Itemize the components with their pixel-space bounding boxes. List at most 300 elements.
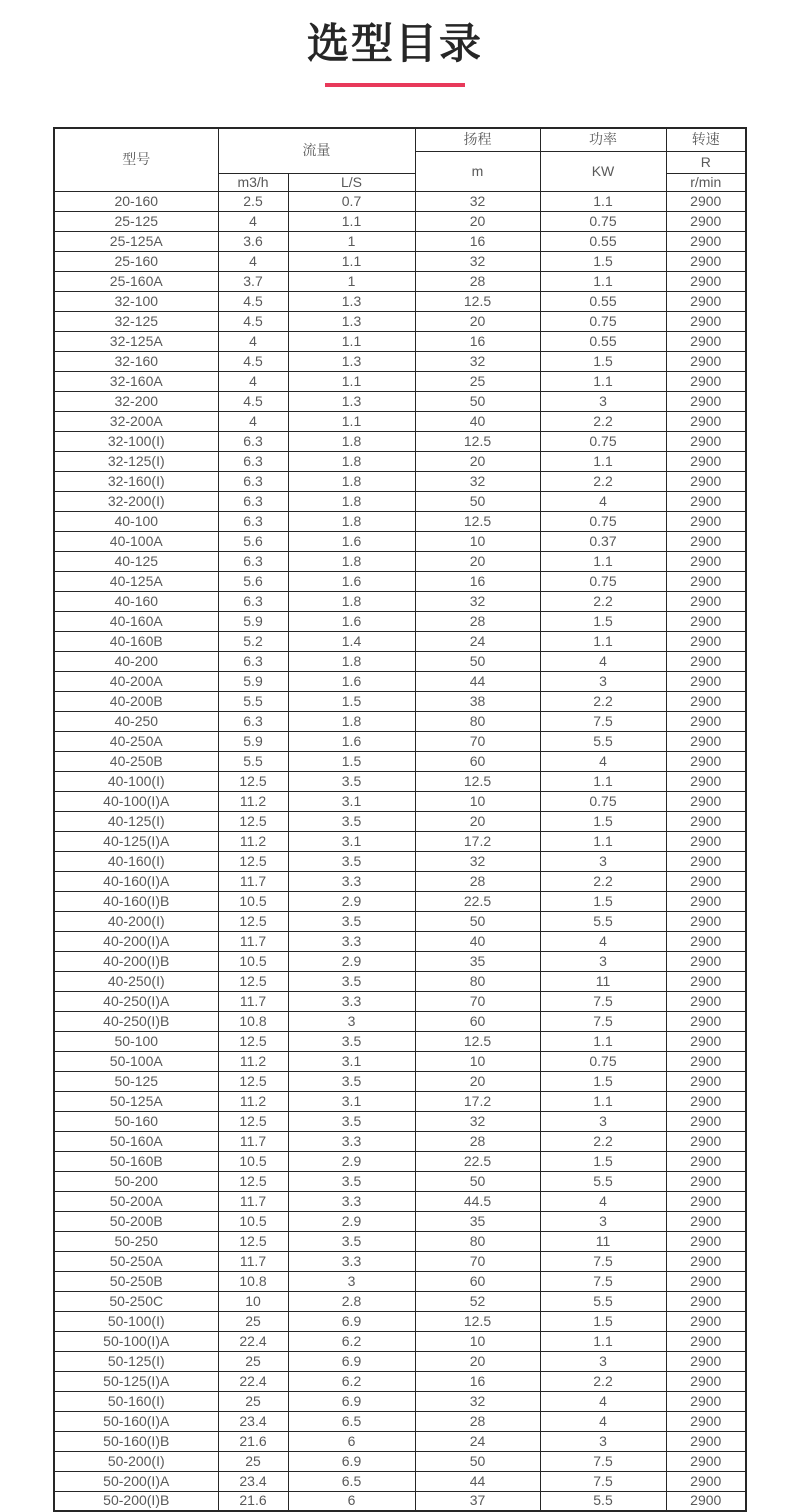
table-row — [54, 1371, 746, 1391]
cell-flow-m3h: 10.5 — [218, 1211, 288, 1231]
cell-head-m: 60 — [415, 751, 540, 771]
table-row — [54, 1111, 746, 1131]
table-row — [54, 951, 746, 971]
cell-speed-rpm: 2900 — [666, 971, 746, 991]
cell-head-m: 44 — [415, 671, 540, 691]
cell-flow-ls: 3.3 — [288, 1191, 415, 1211]
cell-model: 32-160(I) — [54, 471, 218, 491]
cell-flow-ls: 1.1 — [288, 211, 415, 231]
cell-head-m: 32 — [415, 251, 540, 271]
cell-model: 40-250 — [54, 711, 218, 731]
cell-flow-m3h: 12.5 — [218, 771, 288, 791]
cell-flow-m3h: 6.3 — [218, 591, 288, 611]
cell-power-kw: 1.5 — [540, 1311, 666, 1331]
cell-head-m: 10 — [415, 791, 540, 811]
cell-model: 50-160(I) — [54, 1391, 218, 1411]
cell-power-kw: 0.75 — [540, 311, 666, 331]
cell-model: 50-250C — [54, 1291, 218, 1311]
cell-power-kw: 3 — [540, 1351, 666, 1371]
cell-model: 25-125 — [54, 211, 218, 231]
table-row — [54, 1271, 746, 1291]
table-row — [54, 1291, 746, 1311]
cell-power-kw: 2.2 — [540, 1371, 666, 1391]
cell-flow-ls: 3.5 — [288, 911, 415, 931]
cell-model: 40-100(I) — [54, 771, 218, 791]
cell-flow-m3h: 12.5 — [218, 1231, 288, 1251]
table-row — [54, 891, 746, 911]
cell-power-kw: 1.1 — [540, 1091, 666, 1111]
cell-flow-ls: 6 — [288, 1491, 415, 1511]
cell-speed-rpm: 2900 — [666, 1311, 746, 1331]
cell-speed-rpm: 2900 — [666, 1331, 746, 1351]
header-flow: 流量 — [218, 128, 415, 173]
cell-model: 40-125 — [54, 551, 218, 571]
cell-flow-m3h: 2.5 — [218, 191, 288, 211]
cell-speed-rpm: 2900 — [666, 991, 746, 1011]
cell-power-kw: 1.1 — [540, 451, 666, 471]
cell-power-kw: 0.55 — [540, 331, 666, 351]
cell-head-m: 70 — [415, 991, 540, 1011]
cell-flow-ls: 2.9 — [288, 891, 415, 911]
table-row — [54, 1191, 746, 1211]
cell-speed-rpm: 2900 — [666, 1231, 746, 1251]
cell-flow-m3h: 5.5 — [218, 691, 288, 711]
cell-flow-ls: 1.6 — [288, 671, 415, 691]
cell-flow-m3h: 6.3 — [218, 711, 288, 731]
cell-head-m: 20 — [415, 451, 540, 471]
cell-model: 32-100 — [54, 291, 218, 311]
cell-flow-m3h: 6.3 — [218, 511, 288, 531]
cell-power-kw: 0.75 — [540, 211, 666, 231]
table-row — [54, 1131, 746, 1151]
cell-flow-ls: 3.5 — [288, 971, 415, 991]
cell-flow-ls: 3.5 — [288, 851, 415, 871]
table-row — [54, 1351, 746, 1371]
cell-speed-rpm: 2900 — [666, 611, 746, 631]
cell-flow-ls: 6.5 — [288, 1471, 415, 1491]
cell-flow-m3h: 10.8 — [218, 1271, 288, 1291]
cell-power-kw: 11 — [540, 971, 666, 991]
cell-model: 40-250B — [54, 751, 218, 771]
cell-flow-ls: 6.9 — [288, 1351, 415, 1371]
cell-power-kw: 1.5 — [540, 1151, 666, 1171]
cell-flow-ls: 1.3 — [288, 291, 415, 311]
selection-table — [53, 127, 747, 1512]
cell-flow-m3h: 6.3 — [218, 651, 288, 671]
table-row — [54, 411, 746, 431]
table-row — [54, 591, 746, 611]
cell-power-kw: 4 — [540, 651, 666, 671]
cell-power-kw: 4 — [540, 1391, 666, 1411]
table-row — [54, 311, 746, 331]
table-row — [54, 931, 746, 951]
cell-flow-m3h: 4.5 — [218, 351, 288, 371]
cell-flow-m3h: 12.5 — [218, 851, 288, 871]
cell-speed-rpm: 2900 — [666, 651, 746, 671]
cell-flow-ls: 1.6 — [288, 611, 415, 631]
table-row — [54, 251, 746, 271]
cell-power-kw: 7.5 — [540, 1011, 666, 1031]
cell-model: 50-125(I) — [54, 1351, 218, 1371]
cell-flow-m3h: 4.5 — [218, 291, 288, 311]
cell-head-m: 32 — [415, 591, 540, 611]
cell-power-kw: 11 — [540, 1231, 666, 1251]
cell-flow-m3h: 22.4 — [218, 1371, 288, 1391]
cell-speed-rpm: 2900 — [666, 1211, 746, 1231]
cell-head-m: 16 — [415, 571, 540, 591]
cell-flow-ls: 1.1 — [288, 371, 415, 391]
table-row — [54, 871, 746, 891]
cell-speed-rpm: 2900 — [666, 211, 746, 231]
cell-head-m: 32 — [415, 1111, 540, 1131]
cell-head-m: 80 — [415, 711, 540, 731]
cell-flow-m3h: 3.6 — [218, 231, 288, 251]
cell-flow-ls: 3.5 — [288, 1071, 415, 1091]
cell-flow-ls: 0.7 — [288, 191, 415, 211]
cell-power-kw: 1.1 — [540, 191, 666, 211]
cell-flow-m3h: 4 — [218, 371, 288, 391]
cell-flow-m3h: 3.7 — [218, 271, 288, 291]
table-row — [54, 631, 746, 651]
cell-head-m: 70 — [415, 731, 540, 751]
cell-flow-m3h: 4.5 — [218, 391, 288, 411]
table-row — [54, 1171, 746, 1191]
cell-flow-ls: 1.8 — [288, 511, 415, 531]
cell-power-kw: 3 — [540, 1111, 666, 1131]
header-head-unit: m — [415, 151, 540, 191]
cell-speed-rpm: 2900 — [666, 1291, 746, 1311]
cell-head-m: 12.5 — [415, 1031, 540, 1051]
cell-power-kw: 3 — [540, 1431, 666, 1451]
cell-flow-ls: 1.8 — [288, 471, 415, 491]
cell-flow-ls: 1.6 — [288, 571, 415, 591]
cell-model: 40-100 — [54, 511, 218, 531]
cell-flow-ls: 6.5 — [288, 1411, 415, 1431]
cell-flow-ls: 3.3 — [288, 1251, 415, 1271]
cell-speed-rpm: 2900 — [666, 331, 746, 351]
table-row — [54, 451, 746, 471]
cell-speed-rpm: 2900 — [666, 911, 746, 931]
table-row — [54, 1011, 746, 1031]
cell-flow-m3h: 11.2 — [218, 1091, 288, 1111]
cell-flow-m3h: 5.9 — [218, 731, 288, 751]
cell-model: 40-125A — [54, 571, 218, 591]
cell-head-m: 20 — [415, 1351, 540, 1371]
cell-model: 50-100(I)A — [54, 1331, 218, 1351]
cell-flow-m3h: 12.5 — [218, 1111, 288, 1131]
cell-speed-rpm: 2900 — [666, 1451, 746, 1471]
cell-speed-rpm: 2900 — [666, 851, 746, 871]
cell-model: 50-160 — [54, 1111, 218, 1131]
cell-power-kw: 5.5 — [540, 911, 666, 931]
table-row — [54, 1431, 746, 1451]
cell-speed-rpm: 2900 — [666, 571, 746, 591]
table-row — [54, 1211, 746, 1231]
cell-head-m: 20 — [415, 811, 540, 831]
cell-flow-ls: 1.1 — [288, 331, 415, 351]
cell-model: 40-200(I)B — [54, 951, 218, 971]
cell-flow-m3h: 5.9 — [218, 671, 288, 691]
cell-flow-ls: 1.3 — [288, 351, 415, 371]
table-row — [54, 911, 746, 931]
cell-power-kw: 0.75 — [540, 1051, 666, 1071]
cell-power-kw: 2.2 — [540, 691, 666, 711]
cell-power-kw: 1.1 — [540, 831, 666, 851]
cell-head-m: 38 — [415, 691, 540, 711]
cell-speed-rpm: 2900 — [666, 1151, 746, 1171]
cell-head-m: 10 — [415, 1051, 540, 1071]
cell-head-m: 32 — [415, 1391, 540, 1411]
cell-speed-rpm: 2900 — [666, 1031, 746, 1051]
header-model: 型号 — [54, 128, 218, 191]
cell-model: 25-125A — [54, 231, 218, 251]
cell-speed-rpm: 2900 — [666, 751, 746, 771]
cell-flow-ls: 3.1 — [288, 1091, 415, 1111]
cell-flow-m3h: 23.4 — [218, 1411, 288, 1431]
cell-head-m: 32 — [415, 351, 540, 371]
table-row — [54, 1471, 746, 1491]
cell-flow-ls: 3.5 — [288, 1111, 415, 1131]
table-header — [54, 128, 746, 191]
cell-flow-ls: 2.9 — [288, 1151, 415, 1171]
cell-flow-m3h: 11.2 — [218, 831, 288, 851]
page-title: 选型目录 — [306, 20, 483, 67]
cell-speed-rpm: 2900 — [666, 1351, 746, 1371]
cell-power-kw: 2.2 — [540, 871, 666, 891]
cell-flow-m3h: 12.5 — [218, 971, 288, 991]
cell-head-m: 80 — [415, 1231, 540, 1251]
cell-model: 40-250(I)B — [54, 1011, 218, 1031]
cell-power-kw: 1.5 — [540, 611, 666, 631]
cell-flow-ls: 3 — [288, 1011, 415, 1031]
cell-flow-ls: 1.8 — [288, 451, 415, 471]
cell-head-m: 10 — [415, 531, 540, 551]
table-row — [54, 1071, 746, 1091]
cell-flow-ls: 3.1 — [288, 831, 415, 851]
cell-power-kw: 4 — [540, 1191, 666, 1211]
table-row — [54, 1051, 746, 1071]
cell-speed-rpm: 2900 — [666, 431, 746, 451]
cell-head-m: 20 — [415, 211, 540, 231]
cell-model: 40-160(I) — [54, 851, 218, 871]
cell-head-m: 60 — [415, 1011, 540, 1031]
cell-flow-m3h: 11.2 — [218, 791, 288, 811]
cell-model: 20-160 — [54, 191, 218, 211]
cell-model: 50-200(I)A — [54, 1471, 218, 1491]
cell-flow-ls: 1.8 — [288, 491, 415, 511]
cell-flow-m3h: 5.2 — [218, 631, 288, 651]
cell-head-m: 44 — [415, 1471, 540, 1491]
cell-power-kw: 4 — [540, 1411, 666, 1431]
cell-model: 50-200(I) — [54, 1451, 218, 1471]
cell-flow-m3h: 11.7 — [218, 1251, 288, 1271]
cell-flow-ls: 1.6 — [288, 731, 415, 751]
cell-flow-ls: 2.9 — [288, 1211, 415, 1231]
table-row — [54, 831, 746, 851]
cell-flow-ls: 6.2 — [288, 1331, 415, 1351]
table-row — [54, 971, 746, 991]
cell-power-kw: 5.5 — [540, 1291, 666, 1311]
cell-model: 40-125(I)A — [54, 831, 218, 851]
table-row — [54, 771, 746, 791]
cell-model: 50-160(I)B — [54, 1431, 218, 1451]
table-body — [54, 191, 746, 1511]
cell-power-kw: 5.5 — [540, 1491, 666, 1511]
cell-head-m: 20 — [415, 551, 540, 571]
cell-speed-rpm: 2900 — [666, 1111, 746, 1131]
cell-flow-m3h: 11.7 — [218, 1191, 288, 1211]
cell-flow-m3h: 6.3 — [218, 451, 288, 471]
table-row — [54, 1331, 746, 1351]
cell-head-m: 40 — [415, 411, 540, 431]
cell-flow-ls: 1 — [288, 231, 415, 251]
cell-flow-ls: 2.9 — [288, 951, 415, 971]
cell-power-kw: 2.2 — [540, 591, 666, 611]
cell-speed-rpm: 2900 — [666, 1251, 746, 1271]
cell-speed-rpm: 2900 — [666, 711, 746, 731]
cell-power-kw: 1.1 — [540, 551, 666, 571]
cell-speed-rpm: 2900 — [666, 371, 746, 391]
cell-model: 32-100(I) — [54, 431, 218, 451]
cell-power-kw: 2.2 — [540, 1131, 666, 1151]
cell-flow-m3h: 10.5 — [218, 1151, 288, 1171]
cell-flow-ls: 1.3 — [288, 391, 415, 411]
cell-power-kw: 5.5 — [540, 1171, 666, 1191]
cell-speed-rpm: 2900 — [666, 531, 746, 551]
cell-head-m: 50 — [415, 651, 540, 671]
cell-head-m: 24 — [415, 1431, 540, 1451]
table-row — [54, 1391, 746, 1411]
table-row — [54, 391, 746, 411]
cell-power-kw: 1.1 — [540, 371, 666, 391]
cell-flow-m3h: 4 — [218, 411, 288, 431]
cell-flow-m3h: 5.9 — [218, 611, 288, 631]
cell-head-m: 28 — [415, 871, 540, 891]
cell-model: 32-200 — [54, 391, 218, 411]
cell-head-m: 50 — [415, 911, 540, 931]
cell-power-kw: 7.5 — [540, 991, 666, 1011]
cell-model: 40-160B — [54, 631, 218, 651]
table-row — [54, 271, 746, 291]
table-row — [54, 211, 746, 231]
table-row — [54, 991, 746, 1011]
cell-flow-ls: 1.3 — [288, 311, 415, 331]
cell-head-m: 28 — [415, 1131, 540, 1151]
cell-flow-ls: 1.8 — [288, 711, 415, 731]
cell-head-m: 35 — [415, 1211, 540, 1231]
cell-speed-rpm: 2900 — [666, 1411, 746, 1431]
cell-head-m: 35 — [415, 951, 540, 971]
cell-flow-m3h: 25 — [218, 1351, 288, 1371]
cell-flow-ls: 1 — [288, 271, 415, 291]
cell-flow-m3h: 22.4 — [218, 1331, 288, 1351]
cell-flow-ls: 3.3 — [288, 991, 415, 1011]
cell-flow-ls: 1.8 — [288, 651, 415, 671]
table-row — [54, 1151, 746, 1171]
cell-speed-rpm: 2900 — [666, 891, 746, 911]
cell-speed-rpm: 2900 — [666, 671, 746, 691]
cell-flow-m3h: 21.6 — [218, 1431, 288, 1451]
cell-power-kw: 3 — [540, 951, 666, 971]
cell-flow-ls: 2.8 — [288, 1291, 415, 1311]
header-flow-unit-m3h: m3/h — [218, 173, 288, 191]
cell-head-m: 52 — [415, 1291, 540, 1311]
cell-model: 32-125 — [54, 311, 218, 331]
cell-model: 50-125 — [54, 1071, 218, 1091]
cell-speed-rpm: 2900 — [666, 1131, 746, 1151]
cell-flow-ls: 1.4 — [288, 631, 415, 651]
cell-model: 40-160(I)B — [54, 891, 218, 911]
cell-power-kw: 0.75 — [540, 431, 666, 451]
table-row — [54, 491, 746, 511]
cell-flow-m3h: 5.6 — [218, 531, 288, 551]
cell-flow-m3h: 6.3 — [218, 491, 288, 511]
cell-model: 40-160A — [54, 611, 218, 631]
cell-power-kw: 3 — [540, 851, 666, 871]
cell-head-m: 50 — [415, 491, 540, 511]
cell-head-m: 12.5 — [415, 1311, 540, 1331]
cell-flow-ls: 1.8 — [288, 431, 415, 451]
cell-power-kw: 7.5 — [540, 1471, 666, 1491]
cell-power-kw: 7.5 — [540, 711, 666, 731]
cell-power-kw: 7.5 — [540, 1451, 666, 1471]
cell-model: 50-200B — [54, 1211, 218, 1231]
cell-speed-rpm: 2900 — [666, 691, 746, 711]
cell-model: 50-250A — [54, 1251, 218, 1271]
cell-flow-m3h: 25 — [218, 1391, 288, 1411]
header-head: 扬程 — [415, 128, 540, 151]
cell-model: 50-125(I)A — [54, 1371, 218, 1391]
cell-flow-m3h: 11.7 — [218, 871, 288, 891]
cell-flow-m3h: 4 — [218, 251, 288, 271]
cell-power-kw: 1.1 — [540, 771, 666, 791]
table-row — [54, 511, 746, 531]
cell-head-m: 17.2 — [415, 1091, 540, 1111]
table-row — [54, 1411, 746, 1431]
cell-flow-m3h: 21.6 — [218, 1491, 288, 1511]
cell-flow-m3h: 12.5 — [218, 811, 288, 831]
cell-speed-rpm: 2900 — [666, 1371, 746, 1391]
cell-speed-rpm: 2900 — [666, 791, 746, 811]
cell-model: 50-100(I) — [54, 1311, 218, 1331]
cell-flow-m3h: 6.3 — [218, 551, 288, 571]
cell-flow-ls: 1.5 — [288, 751, 415, 771]
cell-speed-rpm: 2900 — [666, 1491, 746, 1511]
cell-model: 40-200(I) — [54, 911, 218, 931]
table-row — [54, 571, 746, 591]
header-speed: 转速 — [666, 128, 746, 151]
cell-flow-m3h: 11.7 — [218, 991, 288, 1011]
cell-flow-m3h: 6.3 — [218, 471, 288, 491]
cell-power-kw: 1.5 — [540, 251, 666, 271]
cell-model: 40-160 — [54, 591, 218, 611]
table-row — [54, 731, 746, 751]
cell-model: 50-200(I)B — [54, 1491, 218, 1511]
cell-flow-ls: 6.9 — [288, 1391, 415, 1411]
cell-flow-m3h: 10.5 — [218, 951, 288, 971]
cell-flow-m3h: 5.6 — [218, 571, 288, 591]
cell-model: 50-125A — [54, 1091, 218, 1111]
cell-model: 25-160A — [54, 271, 218, 291]
cell-power-kw: 0.75 — [540, 571, 666, 591]
cell-model: 50-250 — [54, 1231, 218, 1251]
cell-model: 50-160A — [54, 1131, 218, 1151]
cell-speed-rpm: 2900 — [666, 451, 746, 471]
cell-speed-rpm: 2900 — [666, 871, 746, 891]
cell-power-kw: 1.1 — [540, 1031, 666, 1051]
cell-model: 32-160A — [54, 371, 218, 391]
cell-head-m: 50 — [415, 391, 540, 411]
